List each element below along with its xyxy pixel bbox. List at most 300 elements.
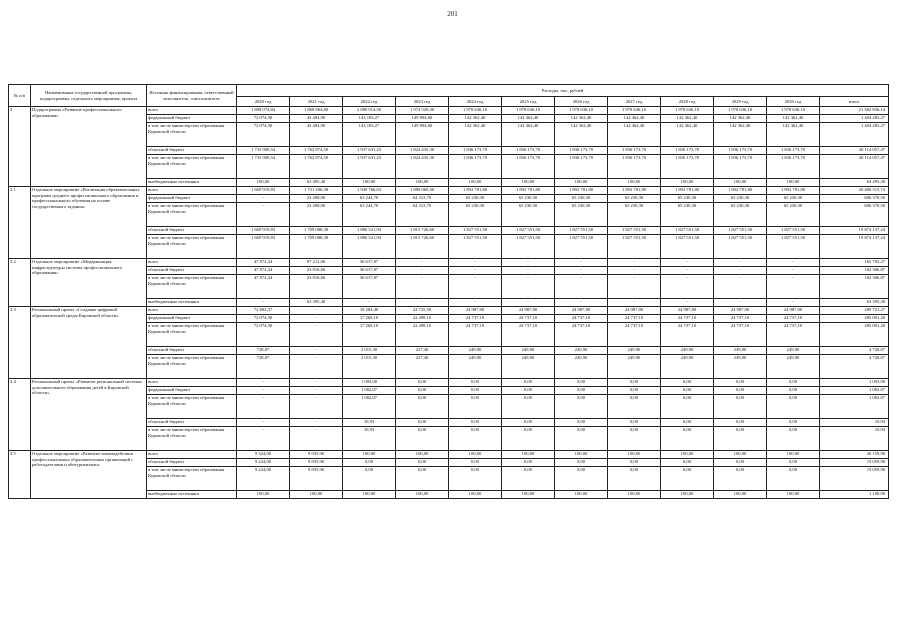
section-number: 3.5 bbox=[9, 451, 31, 499]
value-cell: 1 836 173,70 bbox=[767, 147, 820, 155]
funding-source: областной бюджет bbox=[147, 227, 237, 235]
value-cell: 0,00 bbox=[714, 467, 767, 491]
total-cell: 1 093,00 bbox=[820, 379, 889, 387]
header-name: Наименование государственной программы, подпрограммы, отдельного мероприятия, проекта bbox=[31, 85, 147, 107]
value-cell: 0,00 bbox=[661, 427, 714, 451]
section-name: Региональный проект «Создание цифровой образовательной среды Кировской области» bbox=[31, 307, 147, 379]
total-cell: 4 720,07 bbox=[820, 347, 889, 355]
total-cell: 19 874 137,24 bbox=[820, 235, 889, 259]
value-cell: 63 395,40 bbox=[290, 299, 343, 307]
header-no: № п/п bbox=[9, 85, 31, 107]
value-cell: 1 868 864,80 bbox=[290, 107, 343, 115]
value-cell: 100,00 bbox=[396, 491, 449, 499]
value-cell: 1 827 551,50 bbox=[555, 235, 608, 259]
value-cell: 1 827 551,50 bbox=[608, 235, 661, 259]
value-cell: 22 725,50 bbox=[396, 307, 449, 315]
value-cell: 0,00 bbox=[396, 427, 449, 451]
funding-source: областной бюджет bbox=[147, 147, 237, 155]
total-cell: 20 114 057,47 bbox=[820, 147, 889, 155]
value-cell: 1 669 919,83 bbox=[237, 227, 290, 235]
value-cell: 72 074,30 bbox=[237, 115, 290, 123]
funding-source: в том числе министерство образования Кировской области bbox=[147, 323, 237, 347]
header-expenses: Расходы, тыс. рублей bbox=[237, 85, 889, 97]
value-cell: 1 824 435,30 bbox=[396, 155, 449, 179]
value-cell: 65 230,30 bbox=[714, 195, 767, 203]
header-year: 2030 год bbox=[767, 97, 820, 107]
value-cell: - bbox=[290, 323, 343, 347]
value-cell: - bbox=[608, 299, 661, 307]
total-cell: 1 082,07 bbox=[820, 387, 889, 395]
value-cell: 100,00 bbox=[714, 491, 767, 499]
total-cell: 1 404 283,27 bbox=[820, 115, 889, 123]
value-cell: 142 362,40 bbox=[502, 123, 555, 147]
value-cell: 1 827 551,50 bbox=[449, 235, 502, 259]
value-cell: 0,00 bbox=[343, 467, 396, 491]
value-cell: 0,00 bbox=[396, 395, 449, 419]
value-cell: - bbox=[396, 267, 449, 275]
value-cell: 1 836 173,70 bbox=[714, 155, 767, 179]
value-cell: 24 987,00 bbox=[608, 307, 661, 315]
total-cell: 606 378,50 bbox=[820, 203, 889, 227]
value-cell: 19 284,40 bbox=[343, 307, 396, 315]
value-cell: 24 987,00 bbox=[502, 307, 555, 315]
value-cell: 249,90 bbox=[502, 347, 555, 355]
value-cell: 100,00 bbox=[714, 451, 767, 459]
value-cell: - bbox=[237, 395, 290, 419]
value-cell: 0,00 bbox=[502, 419, 555, 427]
funding-source: внебюджетные источники bbox=[147, 299, 237, 307]
value-cell: 100,00 bbox=[502, 491, 555, 499]
value-cell: 0,00 bbox=[502, 387, 555, 395]
value-cell: 65 230,30 bbox=[555, 203, 608, 227]
total-cell: 19 059,96 bbox=[820, 459, 889, 467]
header-year: 2025 год bbox=[502, 97, 555, 107]
value-cell: 100,00 bbox=[767, 179, 820, 187]
value-cell: 100,00 bbox=[661, 179, 714, 187]
value-cell: 0,00 bbox=[449, 427, 502, 451]
value-cell: - bbox=[502, 299, 555, 307]
value-cell: 24 737,10 bbox=[767, 315, 820, 323]
value-cell: 1 978 636,10 bbox=[608, 107, 661, 115]
value-cell: 30 617,87 bbox=[343, 275, 396, 299]
value-cell: 0,00 bbox=[608, 379, 661, 387]
value-cell: 0,00 bbox=[608, 387, 661, 395]
value-cell: 1 886 521,93 bbox=[343, 235, 396, 259]
funding-source: в том числе министерство образования Кировской области bbox=[147, 275, 237, 299]
value-cell: - bbox=[396, 299, 449, 307]
value-cell: 100,00 bbox=[343, 491, 396, 499]
header-year: итого bbox=[820, 97, 889, 107]
value-cell: 100,00 bbox=[449, 451, 502, 459]
header-year: 2020 год bbox=[237, 97, 290, 107]
value-cell: 0,00 bbox=[555, 387, 608, 395]
value-cell: 1 827 551,50 bbox=[608, 227, 661, 235]
value-cell: 30 617,87 bbox=[343, 267, 396, 275]
value-cell: 87 212,06 bbox=[290, 259, 343, 267]
value-cell: 0,00 bbox=[714, 395, 767, 419]
value-cell: 1 709 088,38 bbox=[290, 227, 343, 235]
total-cell: 1 404 283,27 bbox=[820, 123, 889, 147]
value-cell: 100,00 bbox=[608, 491, 661, 499]
table-row bbox=[9, 107, 889, 115]
value-cell: 24 737,10 bbox=[555, 323, 608, 347]
funding-source: в том числе министерство образования Кировской области bbox=[147, 395, 237, 419]
value-cell: 100,00 bbox=[767, 451, 820, 459]
value-cell: 1 978 636,10 bbox=[449, 107, 502, 115]
value-cell: 0,00 bbox=[449, 379, 502, 387]
value-cell: 0,00 bbox=[555, 419, 608, 427]
total-cell: 1 082,07 bbox=[820, 395, 889, 419]
value-cell: 1 978 636,10 bbox=[767, 107, 820, 115]
value-cell: 1 836 173,70 bbox=[449, 147, 502, 155]
total-cell: 21 582 836,14 bbox=[820, 107, 889, 115]
value-cell: 100,00 bbox=[396, 179, 449, 187]
table-row bbox=[9, 259, 889, 267]
value-cell: 47 872,34 bbox=[237, 259, 290, 267]
table-row bbox=[9, 187, 889, 195]
value-cell: 24 987,00 bbox=[767, 307, 820, 315]
value-cell: 9 224,00 bbox=[237, 459, 290, 467]
value-cell: 142 362,40 bbox=[661, 123, 714, 147]
value-cell: 249,90 bbox=[661, 355, 714, 379]
value-cell: 0,00 bbox=[661, 379, 714, 387]
value-cell: - bbox=[290, 379, 343, 387]
value-cell: 0,00 bbox=[714, 379, 767, 387]
value-cell: 142 362,40 bbox=[555, 123, 608, 147]
value-cell: 0,00 bbox=[396, 379, 449, 387]
value-cell: - bbox=[555, 259, 608, 267]
value-cell: 23 816,66 bbox=[290, 275, 343, 299]
value-cell: 728,07 bbox=[237, 355, 290, 379]
value-cell: 24 737,10 bbox=[767, 323, 820, 347]
section-number: 3.2 bbox=[9, 259, 31, 307]
value-cell: 100,00 bbox=[396, 451, 449, 459]
funding-source: областной бюджет bbox=[147, 459, 237, 467]
value-cell: 100,00 bbox=[555, 451, 608, 459]
value-cell: 0,00 bbox=[714, 459, 767, 467]
value-cell: 100,00 bbox=[608, 179, 661, 187]
value-cell: 0,00 bbox=[555, 379, 608, 387]
value-cell: 0,00 bbox=[661, 387, 714, 395]
value-cell: 1 836 173,70 bbox=[555, 147, 608, 155]
value-cell: 22 208,00 bbox=[290, 203, 343, 227]
value-cell: 1 082,07 bbox=[343, 395, 396, 419]
header-source: Источник финансирования, ответственный исполнитель, соисполнитель bbox=[147, 85, 237, 107]
value-cell: 24 737,10 bbox=[502, 315, 555, 323]
value-cell: 100,00 bbox=[449, 491, 502, 499]
total-cell: 20 480 515,74 bbox=[820, 187, 889, 195]
total-cell: 102 306,87 bbox=[820, 275, 889, 299]
value-cell: 24 737,10 bbox=[661, 315, 714, 323]
value-cell: 65 230,30 bbox=[661, 203, 714, 227]
value-cell: - bbox=[608, 267, 661, 275]
value-cell: 1 709 088,38 bbox=[290, 235, 343, 259]
value-cell: 1 836 173,70 bbox=[661, 147, 714, 155]
value-cell: 65 230,30 bbox=[502, 195, 555, 203]
value-cell: 1 836 173,70 bbox=[714, 147, 767, 155]
value-cell: - bbox=[661, 299, 714, 307]
value-cell: 65 230,30 bbox=[767, 203, 820, 227]
value-cell: 0,00 bbox=[608, 467, 661, 491]
funding-source: всего bbox=[147, 379, 237, 387]
value-cell: 249,90 bbox=[714, 347, 767, 355]
value-cell: 9 224,00 bbox=[237, 467, 290, 491]
value-cell: 1 978 636,10 bbox=[502, 107, 555, 115]
value-cell: 0,00 bbox=[661, 419, 714, 427]
value-cell: 65 230,30 bbox=[661, 195, 714, 203]
value-cell: - bbox=[290, 419, 343, 427]
value-cell: 1 880 060,30 bbox=[396, 187, 449, 195]
value-cell: 24 737,10 bbox=[449, 315, 502, 323]
value-cell: 142 362,40 bbox=[714, 115, 767, 123]
header-year: 2028 год bbox=[661, 97, 714, 107]
value-cell: 0,00 bbox=[608, 459, 661, 467]
value-cell: - bbox=[396, 259, 449, 267]
total-cell: 19 874 137,24 bbox=[820, 227, 889, 235]
value-cell: 72 074,30 bbox=[237, 323, 290, 347]
value-cell: 64 313,70 bbox=[396, 195, 449, 203]
value-cell: 0,00 bbox=[714, 419, 767, 427]
value-cell: 149 994,00 bbox=[396, 115, 449, 123]
value-cell: 1 827 551,50 bbox=[661, 235, 714, 259]
value-cell: 142 362,40 bbox=[714, 123, 767, 147]
value-cell: 1 669 919,83 bbox=[237, 235, 290, 259]
funding-source: в том числе министерство образования Кировской области bbox=[147, 155, 237, 179]
value-cell: - bbox=[237, 387, 290, 395]
value-cell: - bbox=[608, 259, 661, 267]
value-cell: 0,00 bbox=[449, 467, 502, 491]
value-cell: 142 362,40 bbox=[661, 115, 714, 123]
value-cell: 22 208,00 bbox=[290, 195, 343, 203]
value-cell: 227,40 bbox=[396, 355, 449, 379]
value-cell: 24 737,10 bbox=[502, 323, 555, 347]
value-cell: 143 183,27 bbox=[343, 115, 396, 123]
value-cell: 100,00 bbox=[237, 179, 290, 187]
value-cell: 65 230,30 bbox=[502, 203, 555, 227]
value-cell: - bbox=[237, 203, 290, 227]
value-cell: 0,00 bbox=[449, 419, 502, 427]
value-cell: - bbox=[714, 299, 767, 307]
section-name: Отдельное мероприятие «Развитие взаимодействия профессиональных образовательных организаций с работодателями и абитуриентами» bbox=[31, 451, 147, 499]
value-cell: - bbox=[237, 419, 290, 427]
value-cell: 47 872,34 bbox=[237, 275, 290, 299]
value-cell: - bbox=[449, 259, 502, 267]
value-cell: 0,00 bbox=[608, 395, 661, 419]
funding-source: федеральный бюджет bbox=[147, 315, 237, 323]
value-cell: 1 978 636,10 bbox=[661, 107, 714, 115]
value-cell: 1 827 551,50 bbox=[555, 227, 608, 235]
value-cell: 47 872,34 bbox=[237, 267, 290, 275]
value-cell: 0,00 bbox=[767, 387, 820, 395]
value-cell: 22 498,10 bbox=[396, 315, 449, 323]
value-cell: 0,00 bbox=[767, 459, 820, 467]
value-cell: 17 269,10 bbox=[343, 315, 396, 323]
value-cell: 24 987,00 bbox=[714, 307, 767, 315]
value-cell: 1 827 551,50 bbox=[767, 227, 820, 235]
value-cell: 65 230,30 bbox=[555, 195, 608, 203]
total-cell: 606 378,50 bbox=[820, 195, 889, 203]
value-cell: 23 816,66 bbox=[290, 267, 343, 275]
value-cell: 1 892 781,80 bbox=[555, 187, 608, 195]
value-cell: - bbox=[449, 267, 502, 275]
value-cell: 0,00 bbox=[396, 387, 449, 395]
value-cell: 0,00 bbox=[343, 459, 396, 467]
value-cell: 1 978 636,10 bbox=[714, 107, 767, 115]
value-cell: 1 827 551,50 bbox=[714, 227, 767, 235]
value-cell: 142 362,40 bbox=[608, 123, 661, 147]
value-cell: 100,00 bbox=[767, 491, 820, 499]
table-row bbox=[9, 451, 889, 459]
value-cell: 0,00 bbox=[555, 427, 608, 451]
value-cell: 0,00 bbox=[449, 395, 502, 419]
value-cell: - bbox=[555, 267, 608, 275]
funding-source: областной бюджет bbox=[147, 347, 237, 355]
value-cell: - bbox=[767, 299, 820, 307]
funding-source: в том числе министерство образования Кировской области bbox=[147, 355, 237, 379]
value-cell: 24 737,10 bbox=[449, 323, 502, 347]
header-year: 2026 год bbox=[555, 97, 608, 107]
value-cell: 1 827 551,50 bbox=[502, 235, 555, 259]
value-cell: - bbox=[449, 299, 502, 307]
value-cell: 65 230,30 bbox=[449, 203, 502, 227]
value-cell: 24 737,10 bbox=[608, 315, 661, 323]
value-cell: 0,00 bbox=[608, 427, 661, 451]
value-cell: 1 762 874,50 bbox=[290, 155, 343, 179]
value-cell: 63 244,70 bbox=[343, 195, 396, 203]
value-cell: - bbox=[343, 299, 396, 307]
value-cell: - bbox=[661, 267, 714, 275]
total-cell: 64 495,40 bbox=[820, 179, 889, 187]
value-cell: 9 835,96 bbox=[290, 467, 343, 491]
value-cell: 9 935,96 bbox=[290, 451, 343, 459]
value-cell: - bbox=[767, 275, 820, 299]
value-cell: 0,00 bbox=[502, 459, 555, 467]
value-cell: - bbox=[290, 355, 343, 379]
value-cell: - bbox=[237, 299, 290, 307]
value-cell: 227,40 bbox=[396, 347, 449, 355]
section-name: Отдельное мероприятие «Реализация образовательных программ среднего профессионального образования и профессионального обучения на основе государственного задания» bbox=[31, 187, 147, 259]
value-cell: 63 244,70 bbox=[343, 203, 396, 227]
funding-source: всего bbox=[147, 259, 237, 267]
value-cell: 100,00 bbox=[502, 451, 555, 459]
funding-source: всего bbox=[147, 187, 237, 195]
value-cell: 100,00 bbox=[714, 179, 767, 187]
value-cell: 0,00 bbox=[449, 387, 502, 395]
value-cell: - bbox=[237, 195, 290, 203]
value-cell: 1 827 551,50 bbox=[661, 227, 714, 235]
value-cell: 142 362,40 bbox=[502, 115, 555, 123]
total-cell: 19 059,96 bbox=[820, 467, 889, 491]
value-cell: - bbox=[608, 275, 661, 299]
value-cell: 1 978 636,10 bbox=[555, 107, 608, 115]
value-cell: 1 836 173,70 bbox=[608, 155, 661, 179]
header-year: 2022 год bbox=[343, 97, 396, 107]
value-cell: 142 362,40 bbox=[767, 123, 820, 147]
value-cell: 0,00 bbox=[396, 459, 449, 467]
value-cell: 1 082,07 bbox=[343, 387, 396, 395]
value-cell: 0,00 bbox=[555, 467, 608, 491]
value-cell: 72 074,30 bbox=[237, 315, 290, 323]
value-cell: - bbox=[767, 259, 820, 267]
header-year: 2029 год bbox=[714, 97, 767, 107]
funding-source: всего bbox=[147, 451, 237, 459]
value-cell: 100,00 bbox=[555, 179, 608, 187]
section-number: 3.3 bbox=[9, 307, 31, 379]
value-cell: - bbox=[237, 379, 290, 387]
value-cell: 24 737,10 bbox=[714, 315, 767, 323]
value-cell: - bbox=[661, 259, 714, 267]
value-cell: 100,00 bbox=[237, 491, 290, 499]
value-cell: 142 362,40 bbox=[555, 115, 608, 123]
funding-source: в том числе министерство образования Кировской области bbox=[147, 427, 237, 451]
page-number: 201 bbox=[447, 10, 458, 18]
section-name: Подпрограмма «Развитие профессионального образования» bbox=[31, 107, 147, 187]
value-cell: - bbox=[502, 259, 555, 267]
value-cell: 100,00 bbox=[343, 451, 396, 459]
total-cell: 285 001,20 bbox=[820, 315, 889, 323]
value-cell: 0,00 bbox=[767, 395, 820, 419]
value-cell: 249,90 bbox=[449, 347, 502, 355]
value-cell: 1 093,00 bbox=[343, 379, 396, 387]
funding-source: в том числе министерство образования Кировской области bbox=[147, 235, 237, 259]
value-cell: 249,90 bbox=[555, 347, 608, 355]
value-cell: 0,00 bbox=[767, 467, 820, 491]
value-cell: 100,00 bbox=[343, 179, 396, 187]
section-name: Региональный проект «Развитие региональной системы дополнительного образования детей в Кировской области» bbox=[31, 379, 147, 451]
value-cell: 728,07 bbox=[237, 347, 290, 355]
value-cell: 1 892 781,80 bbox=[767, 187, 820, 195]
value-cell: 1 669 919,83 bbox=[237, 187, 290, 195]
value-cell: 1 949 766,63 bbox=[343, 187, 396, 195]
funding-source: всего bbox=[147, 107, 237, 115]
value-cell: 142 362,40 bbox=[767, 115, 820, 123]
value-cell: 1 808 074,84 bbox=[237, 107, 290, 115]
budget-table bbox=[8, 84, 889, 499]
value-cell: 0,00 bbox=[555, 395, 608, 419]
total-cell: 63 395,40 bbox=[820, 299, 889, 307]
value-cell: - bbox=[449, 275, 502, 299]
value-cell: 17 269,10 bbox=[343, 323, 396, 347]
total-cell: 10,93 bbox=[820, 419, 889, 427]
total-cell: 20 114 057,47 bbox=[820, 155, 889, 179]
value-cell: 24 737,10 bbox=[555, 315, 608, 323]
funding-source: федеральный бюджет bbox=[147, 115, 237, 123]
value-cell: 1 731 296,38 bbox=[290, 187, 343, 195]
section-number: 3.4 bbox=[9, 379, 31, 451]
value-cell: 1 735 900,54 bbox=[237, 155, 290, 179]
value-cell: 72 074,30 bbox=[237, 123, 290, 147]
value-cell: 2 080 914,50 bbox=[343, 107, 396, 115]
value-cell: - bbox=[555, 275, 608, 299]
value-cell: 249,90 bbox=[555, 355, 608, 379]
value-cell: 1 836 173,70 bbox=[661, 155, 714, 179]
value-cell: 0,00 bbox=[396, 419, 449, 427]
total-cell: 1 100,00 bbox=[820, 491, 889, 499]
value-cell: - bbox=[290, 315, 343, 323]
value-cell: 0,00 bbox=[714, 387, 767, 395]
funding-source: федеральный бюджет bbox=[147, 387, 237, 395]
value-cell: - bbox=[661, 275, 714, 299]
value-cell: 1 974 529,30 bbox=[396, 107, 449, 115]
value-cell: 1 735 900,54 bbox=[237, 147, 290, 155]
funding-source: областной бюджет bbox=[147, 267, 237, 275]
value-cell: 72 802,37 bbox=[237, 307, 290, 315]
value-cell: 9 835,96 bbox=[290, 459, 343, 467]
header-year: 2027 год bbox=[608, 97, 661, 107]
value-cell: 64 313,70 bbox=[396, 203, 449, 227]
value-cell: 249,90 bbox=[608, 355, 661, 379]
value-cell: 2 015,30 bbox=[343, 347, 396, 355]
